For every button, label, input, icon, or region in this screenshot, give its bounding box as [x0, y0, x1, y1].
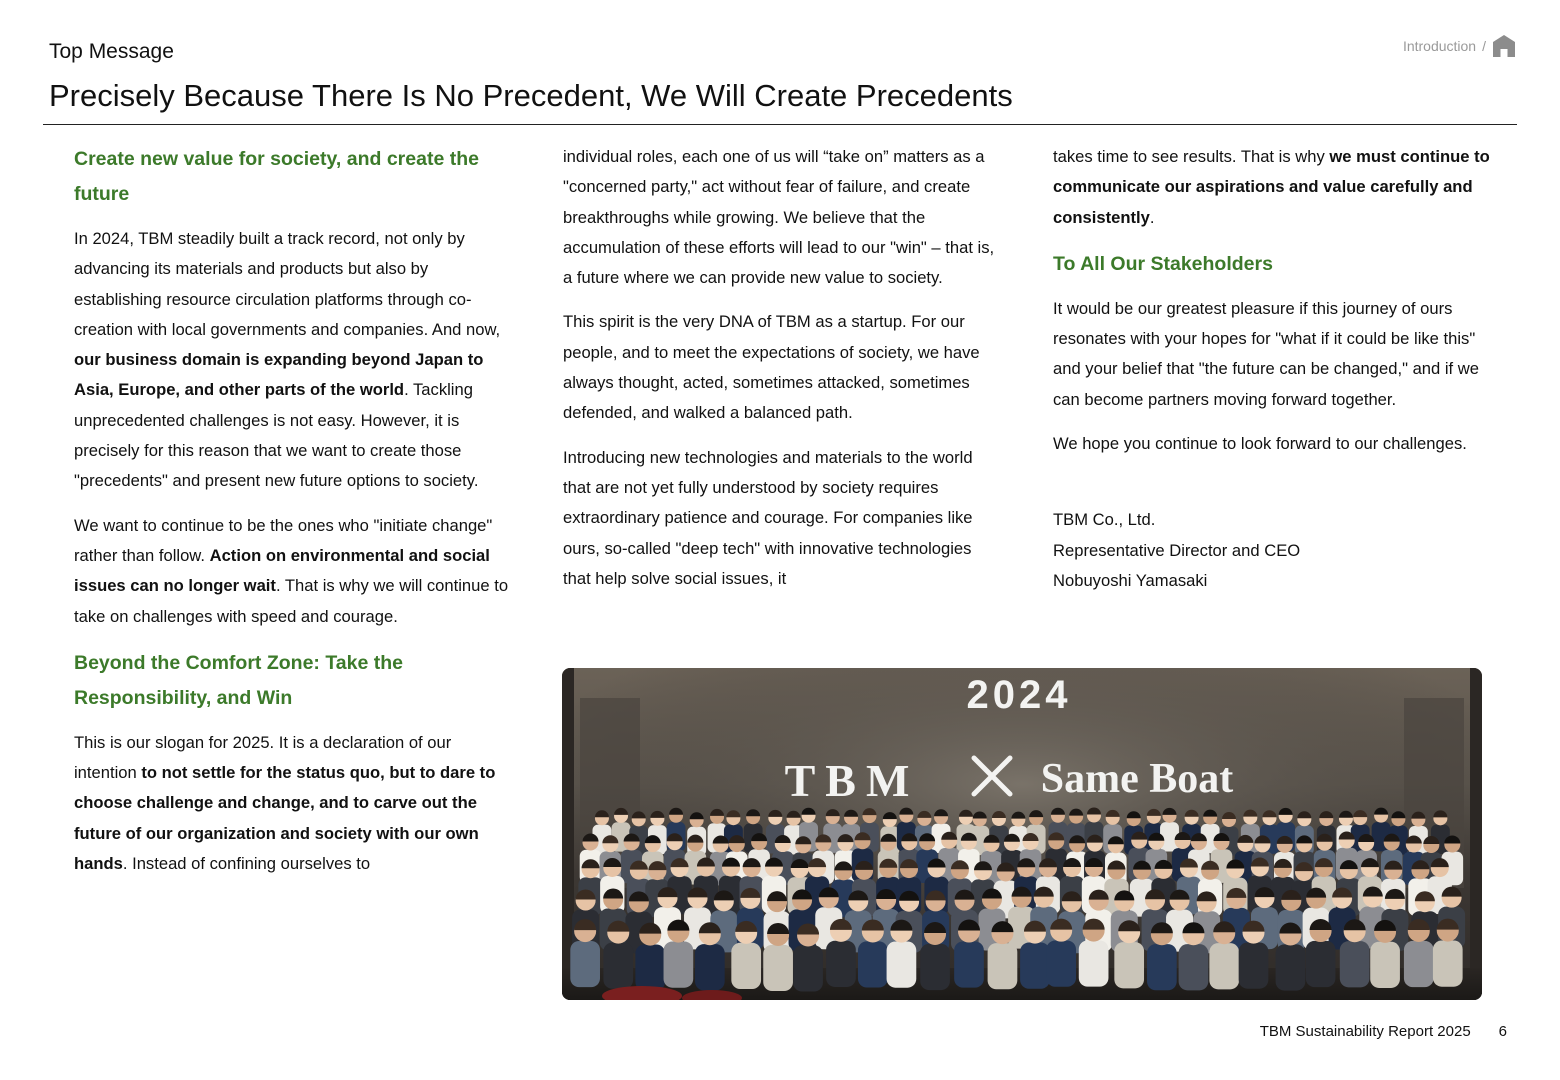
person-body: [954, 941, 984, 987]
text-column-3: [1053, 142, 1493, 597]
person-body: [1433, 940, 1463, 986]
person-body: [1114, 942, 1144, 988]
person-body: [1340, 941, 1370, 987]
title-divider: [43, 124, 1517, 125]
paragraph-individual-roles: individual roles, each one of us will “take on” matters as a "concerned party," act without fear of failure, and create breakthroughs while growing. We believe that the accumulation of these efforts will lead to our "win" – that is, a future where we can provide new value to society.: [563, 147, 995, 288]
person-body: [1276, 944, 1306, 990]
heading-beyond-comfort-zone: Beyond the Comfort Zone: Take the Responsibility, and Win: [74, 651, 403, 709]
person-body: [1404, 941, 1434, 987]
group-photo-illustration: [562, 668, 1482, 1000]
section-label: Top Message: [49, 40, 174, 63]
footer-page-number: 6: [1498, 1023, 1507, 1040]
banner-company: TBM: [784, 755, 920, 806]
paragraph-track-record: In 2024, TBM steadily built a track record, not only by advancing its materials and products but also by establishing resource circulation platforms through co-creation with local governments and companies. And now, our business domain is expanding beyond Japan to Asia, Europe, and other parts of the world. Tackling unprecedented challenges is not easy. However, it is precisely for this reason that we want to create those "precedents" and present new future options to society.: [74, 229, 501, 491]
signature-company: TBM Co., Ltd.: [1053, 510, 1156, 530]
person-body: [1046, 941, 1076, 987]
signature-name: Nobuyoshi Yamasaki: [1053, 571, 1208, 591]
paragraph-greatest-pleasure: It would be our greatest pleasure if this journey of ours resonates with your hopes for "what if it could be like this" and your belief that "the future can be changed," and if we can become partners moving forward together.: [1053, 298, 1479, 409]
person-body: [664, 942, 694, 988]
person-body: [1179, 944, 1209, 990]
page-title: Precisely Because There Is No Precedent, We Will Create Precedents: [49, 78, 1013, 113]
person-body: [858, 941, 888, 987]
group-photo: [562, 668, 1482, 1000]
home-icon[interactable]: [1492, 34, 1516, 58]
person-body: [1370, 942, 1400, 988]
page-footer: [1260, 1023, 1507, 1040]
person-body: [763, 945, 793, 991]
person-body: [1079, 940, 1109, 986]
person-body: [1306, 941, 1336, 987]
paragraph-initiate-change: We want to continue to be the ones who "initiate change" rather than follow. Action on environmental and social issues can no longer wait. That is why we will continue to take on challenges with speed and courage.: [74, 515, 509, 626]
text-column-1: [74, 142, 514, 893]
breadcrumb-separator: /: [1482, 38, 1486, 54]
signature-title: Representative Director and CEO: [1053, 540, 1301, 560]
banner-year: 2024: [966, 673, 1072, 717]
person-body: [603, 943, 633, 989]
signature-block: [1053, 505, 1493, 597]
person-body: [1020, 943, 1050, 989]
banner-slogan: Same Boat: [1040, 756, 1234, 802]
person-body: [826, 941, 856, 987]
person-body: [635, 945, 665, 991]
paragraph-startup-dna: This spirit is the very DNA of TBM as a startup. For our people, and to meet the expectations of society, we have always thought, acted, sometimes attacked, sometimes defended, and walked a balanced path.: [563, 312, 980, 423]
paragraph-communicate: takes time to see results. That is why we must continue to communicate our aspirations and value carefully and consistently.: [1053, 147, 1490, 227]
person-body: [988, 943, 1018, 989]
person-body: [887, 942, 917, 988]
person-body: [731, 943, 761, 989]
person-body: [793, 945, 823, 991]
text-column-2: [563, 142, 998, 608]
breadcrumb: [1403, 34, 1516, 58]
person-body: [1209, 943, 1239, 989]
heading-create-new-value: Create new value for society, and create the future: [74, 148, 479, 205]
breadcrumb-introduction-link[interactable]: Introduction: [1402, 38, 1477, 54]
person-body: [1239, 942, 1269, 988]
person-body: [695, 944, 725, 990]
footer-report-name: TBM Sustainability Report 2025: [1259, 1023, 1471, 1040]
person-body: [920, 944, 950, 990]
paragraph-deep-tech: Introducing new technologies and materials to the world that are not yet fully understood by society requires extraordinary patience and courage. For companies like ours, so-called "deep tech" with innovative technologies that help solve social issues, it: [563, 447, 973, 588]
person-body: [1147, 944, 1177, 990]
paragraph-look-forward: We hope you continue to look forward to our challenges.: [1053, 434, 1467, 454]
heading-stakeholders: To All Our Stakeholders: [1053, 252, 1273, 275]
paragraph-slogan: This is our slogan for 2025. It is a declaration of our intention to not settle for the status quo, but to dare to choose challenge and change, and to carve out the future of our organization and society with our own hands. Instead of confining ourselves to: [74, 732, 496, 874]
wall-edge: [1470, 668, 1482, 1000]
person-body: [570, 941, 600, 987]
